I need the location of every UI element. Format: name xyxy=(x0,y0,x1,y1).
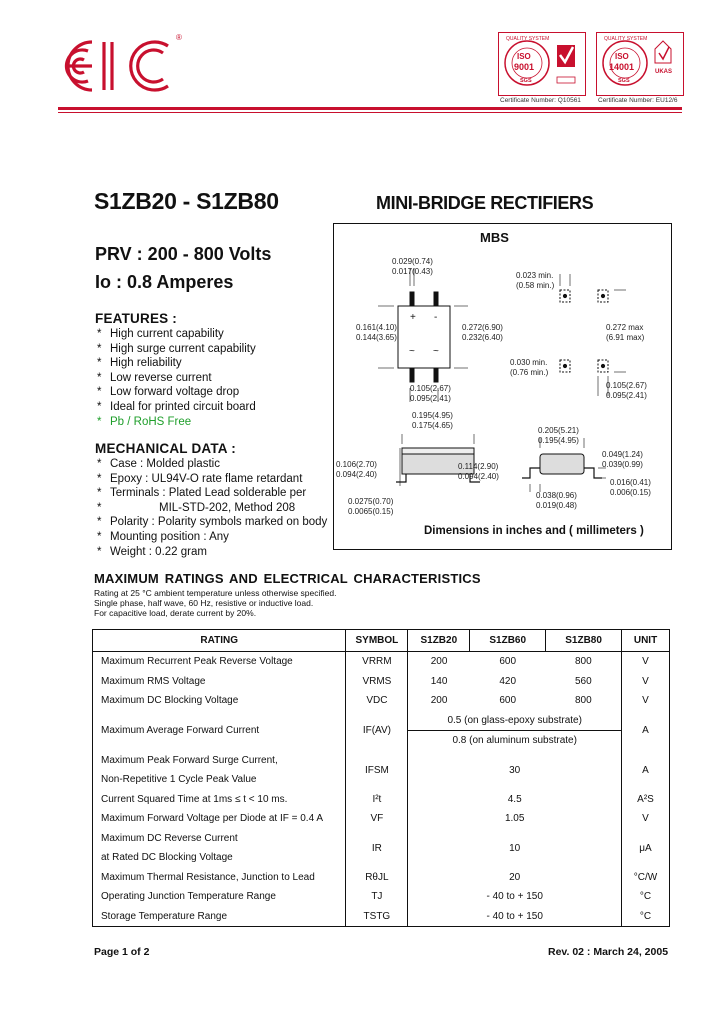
cert2-number: 14001 xyxy=(609,62,635,72)
cert2-ukas: UKAS xyxy=(655,69,673,75)
unit-cell: μA xyxy=(622,829,670,868)
rating-note: For capacitive load, derate current by 20%. xyxy=(94,608,257,618)
rating-cell: Operating Junction Temperature Range xyxy=(93,887,346,907)
mech-item: * Case : Molded plastic xyxy=(97,457,337,472)
unit-cell: °C/W xyxy=(622,868,670,888)
value-cell: 560 xyxy=(575,675,592,687)
iso14001-cert xyxy=(596,32,684,96)
value-cell: 0.8 (on aluminum substrate) xyxy=(408,731,622,751)
pad-h-a: 0.272 max xyxy=(606,323,644,332)
value-cell: 600 xyxy=(499,695,517,707)
cert1-sgs: SGS xyxy=(520,78,532,84)
end-w-a: 0.205(5.21) xyxy=(538,426,579,435)
value-cell: 200 xyxy=(408,691,470,711)
pad-a: 0.023 min. xyxy=(516,271,554,280)
end-bot-b: 0.019(0.48) xyxy=(536,501,577,510)
value-cell: 140 xyxy=(408,672,470,692)
registered-mark: ® xyxy=(176,33,182,42)
col-s1zb20: S1ZB20 xyxy=(408,630,470,652)
dim-bot-b: 0.095(2.41) xyxy=(410,394,451,403)
value-cell: 20 xyxy=(408,868,622,888)
cert2-caption: Certificate Number: EU12/6 xyxy=(598,97,678,104)
table-row xyxy=(93,652,670,672)
dim-bot-a: 0.105(2.67) xyxy=(410,384,451,393)
pad-c-b: (0.76 min.) xyxy=(510,368,549,377)
rating-cell: Maximum RMS Voltage xyxy=(93,672,346,692)
side-r-a: 0.114(2.90) xyxy=(458,462,499,471)
table-row xyxy=(93,672,670,692)
unit-cell: A xyxy=(622,751,670,790)
end-w-b: 0.195(4.95) xyxy=(538,436,579,445)
end-r2-a: 0.016(0.41) xyxy=(610,478,651,487)
col-symbol: SYMBOL xyxy=(346,630,408,652)
mechanical-heading: MECHANICAL DATA : xyxy=(95,441,236,456)
iso9001-cert xyxy=(498,32,586,96)
value-cell: 30 xyxy=(408,751,622,790)
feature-item-rohs: * Pb / RoHS Free xyxy=(97,415,327,430)
value-cell: 10 xyxy=(408,829,622,868)
unit-cell: V xyxy=(622,652,670,672)
dim-left-a: 0.161(4.10) xyxy=(356,323,397,332)
features-heading: FEATURES : xyxy=(95,311,177,326)
rating-line: Maximum DC Reverse Current xyxy=(101,833,238,844)
sym-ac-left: ~ xyxy=(409,346,415,357)
mechanical-list xyxy=(97,457,337,559)
rating-line: Maximum Peak Forward Surge Current, xyxy=(101,755,278,766)
symbol-cell: IF(AV) xyxy=(346,711,408,751)
side-l-a: 0.106(2.70) xyxy=(336,460,377,469)
side-w-a: 0.195(4.95) xyxy=(412,411,453,420)
table-row xyxy=(93,907,670,927)
mech-item-cont: * MIL-STD-202, Method 208 xyxy=(97,501,337,516)
cert2-sgs: SGS xyxy=(618,78,630,84)
feature-item: * High surge current capability xyxy=(97,342,327,357)
mech-item: * Weight : 0.22 gram xyxy=(97,545,337,560)
table-row xyxy=(93,711,670,731)
feature-item: * High current capability xyxy=(97,327,327,342)
cert1-ring: QUALITY SYSTEM xyxy=(506,36,550,42)
cert2-iso-label: ISO xyxy=(615,52,629,61)
table-row xyxy=(93,790,670,810)
pad-c-a: 0.030 min. xyxy=(510,358,548,367)
rating-note: Rating at 25 °C ambient temperature unless otherwise specified. xyxy=(94,588,337,598)
rating-cell: Maximum Recurrent Peak Reverse Voltage xyxy=(93,652,346,672)
diagram-caption: Dimensions in inches and ( millimeters ) xyxy=(424,525,644,537)
value-cell: 4.5 xyxy=(408,790,622,810)
table-row xyxy=(93,868,670,888)
side-r-b: 0.094(2.40) xyxy=(458,472,499,481)
end-r2-b: 0.006(0.15) xyxy=(610,488,651,497)
part-range-title: S1ZB20 - S1ZB80 xyxy=(94,188,279,214)
sym-plus: + xyxy=(410,312,416,323)
cert1-number: 9001 xyxy=(514,62,535,72)
symbol-cell: VDC xyxy=(346,691,408,711)
unit-cell: V xyxy=(622,672,670,692)
rating-cell: Maximum Thermal Resistance, Junction to Lead xyxy=(93,868,346,888)
header-rule-thick xyxy=(58,107,682,110)
unit-cell: °C xyxy=(622,887,670,907)
symbol-cell: VRRM xyxy=(346,652,408,672)
symbol-cell: IR xyxy=(346,829,408,868)
dim-top-a: 0.029(0.74) xyxy=(392,257,433,266)
table-row xyxy=(93,691,670,711)
unit-cell: A²S xyxy=(622,790,670,810)
symbol-cell: VF xyxy=(346,809,408,829)
rating-cell: Storage Temperature Range xyxy=(93,907,346,927)
pad-b: (0.58 min.) xyxy=(516,281,555,290)
col-s1zb80: S1ZB80 xyxy=(546,630,622,652)
value-cell: 800 xyxy=(575,695,592,707)
page-number: Page 1 of 2 xyxy=(94,946,150,958)
rating-line: Non-Repetitive 1 Cycle Peak Value xyxy=(101,774,257,785)
symbol-cell: IFSM xyxy=(346,751,408,790)
feature-item: * Ideal for printed circuit board xyxy=(97,400,327,415)
feature-item: * Low reverse current xyxy=(97,371,327,386)
table-row xyxy=(93,829,670,868)
end-bot-a: 0.038(0.96) xyxy=(536,491,577,500)
features-list xyxy=(97,327,327,429)
prv-rating: PRV : 200 - 800 Volts xyxy=(95,244,272,264)
cert1-caption: Certificate Number: Q10561 xyxy=(500,97,581,104)
rating-cell xyxy=(93,829,346,868)
unit-cell: V xyxy=(622,809,670,829)
side-bot-b: 0.0065(0.15) xyxy=(348,507,394,516)
symbol-cell: RθJL xyxy=(346,868,408,888)
mech-item: * Terminals : Plated Lead solderable per xyxy=(97,486,337,501)
rating-note: Single phase, half wave, 60 Hz, resistive or inductive load. xyxy=(94,598,314,608)
dim-right-b: 0.232(6.40) xyxy=(462,333,503,342)
value-cell: 800 xyxy=(575,656,592,668)
pad-d-b: 0.095(2.41) xyxy=(606,391,647,400)
mech-item: * Mounting position : Any xyxy=(97,530,337,545)
unit-cell: V xyxy=(622,691,670,711)
end-r1-b: 0.039(0.99) xyxy=(602,460,643,469)
value-cell: 600 xyxy=(499,656,517,668)
side-l-b: 0.094(2.40) xyxy=(336,470,377,479)
rating-line: at Rated DC Blocking Voltage xyxy=(101,852,233,863)
value-cell: 1.05 xyxy=(408,809,622,829)
table-row xyxy=(93,751,670,790)
dim-top-b: 0.017(0.43) xyxy=(392,267,433,276)
rating-cell: Maximum Forward Voltage per Diode at IF = 0.4 A xyxy=(93,809,346,829)
rating-cell: Maximum Average Forward Current xyxy=(93,711,346,751)
feature-item: * High reliability xyxy=(97,356,327,371)
cert1-iso-label: ISO xyxy=(517,52,531,61)
symbol-cell: TSTG xyxy=(346,907,408,927)
feature-item: * Low forward voltage drop xyxy=(97,385,327,400)
symbol-cell: I²t xyxy=(346,790,408,810)
table-header-row xyxy=(93,630,670,652)
col-unit: UNIT xyxy=(622,630,670,652)
header-rule-thin xyxy=(58,112,682,113)
symbol-cell: TJ xyxy=(346,887,408,907)
end-r1-a: 0.049(1.24) xyxy=(602,450,643,459)
io-rating: Io : 0.8 Amperes xyxy=(95,272,234,292)
mech-item: * Epoxy : UL94V-O rate flame retardant xyxy=(97,472,337,487)
table-row xyxy=(93,887,670,907)
sym-ac-right: ~ xyxy=(433,346,439,357)
unit-cell: °C xyxy=(622,907,670,927)
symbol-cell: VRMS xyxy=(346,672,408,692)
unit-cell: A xyxy=(622,711,670,751)
side-bot-a: 0.0275(0.70) xyxy=(348,497,394,506)
side-w-b: 0.175(4.65) xyxy=(412,421,453,430)
value-cell: - 40 to + 150 xyxy=(408,887,622,907)
rating-cell: Maximum DC Blocking Voltage xyxy=(93,691,346,711)
dim-right-a: 0.272(6.90) xyxy=(462,323,503,332)
value-cell: 200 xyxy=(408,652,470,672)
col-s1zb60: S1ZB60 xyxy=(470,630,546,652)
cert2-ring: QUALITY SYSTEM xyxy=(604,36,648,42)
value-cell: 0.5 (on glass-epoxy substrate) xyxy=(408,711,622,731)
mech-item: * Polarity : Polarity symbols marked on body xyxy=(97,515,337,530)
dim-left-b: 0.144(3.65) xyxy=(356,333,397,342)
ratings-heading: MAXIMUM RATINGS AND ELECTRICAL CHARACTERISTICS xyxy=(94,571,481,586)
product-category: MINI-BRIDGE RECTIFIERS xyxy=(376,193,594,213)
value-cell: - 40 to + 150 xyxy=(408,907,622,927)
pad-h-b: (6.91 max) xyxy=(606,333,645,342)
pad-d-a: 0.105(2.67) xyxy=(606,381,647,390)
revision-date: Rev. 02 : March 24, 2005 xyxy=(548,946,669,958)
company-logo xyxy=(58,32,182,100)
table-row xyxy=(93,809,670,829)
rating-cell xyxy=(93,751,346,790)
col-rating: RATING xyxy=(93,630,346,652)
value-cell: 420 xyxy=(499,675,517,687)
dimension-diagram xyxy=(333,223,672,550)
rating-cell: Current Squared Time at 1ms ≤ t < 10 ms. xyxy=(93,790,346,810)
ratings-table xyxy=(92,629,670,927)
package-name: MBS xyxy=(480,230,509,245)
sym-minus: - xyxy=(434,312,438,323)
